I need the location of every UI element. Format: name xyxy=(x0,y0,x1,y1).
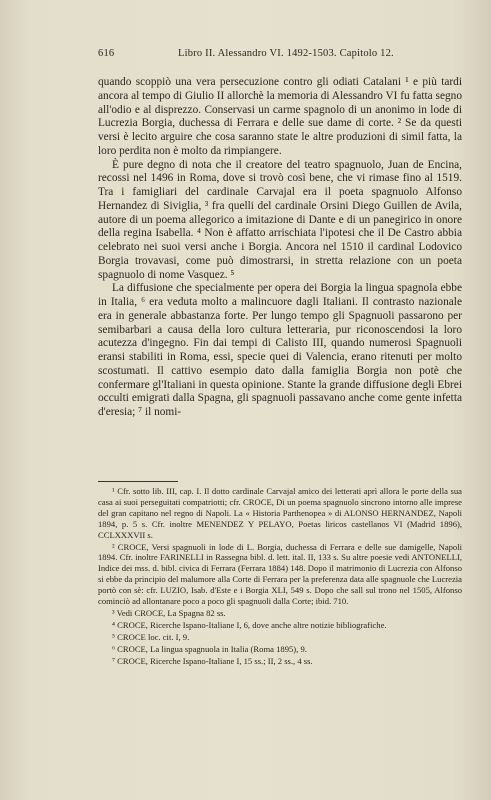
footnote: ¹ Cfr. sotto lib. III, cap. I. Il dotto cardinale Carvajal amico dei letterati aprì allora le porte della sua casa ai suoi perseguitati compatriotti; cfr. CROCE, Di un poema spagnuolo sincrono intorno alle imprese del gran capitano nel regno di Napoli. La « Historia Parthenopea » di ALONSO HERNANDEZ, Napoli 1894, p. 5 s. Cfr. inoltre MENENDEZ Y PELAYO, Poetas liricos castellanos VI (Madrid 1896), CCLXXXVII s. xyxy=(98,486,462,540)
footnote: ⁴ CROCE, Ricerche Ispano-Italiane I, 6, dove anche altre notizie bibliografiche. xyxy=(112,619,387,630)
footnote: ⁷ CROCE, Ricerche Ispano-Italiane I, 15 ss.; II, 2 ss., 4 ss. xyxy=(112,655,313,666)
footnote: ⁵ CROCE loc. cit. I, 9. xyxy=(112,631,190,642)
page-number: 616 xyxy=(98,48,115,59)
footnote: ³ Vedi CROCE, La Spagna 82 ss. xyxy=(112,607,226,618)
paragraph: È pure degno di nota che il creatore del teatro spagnuolo, Juan de Encina, recossi nel 1496 in Roma, dove si trovò così bene, che vi rimase fino al 1519. Tra i famigliari del cardinale Carvajal era il poeta spagnuolo Alfonso Hernandez di Siviglia, ³ fra quelli del cardinale Orsini Diego Guillen de Avila, autore di un poema allegorico a imitazione di Dante e di un panegirico in onore della regina Isabella. ⁴ Non è affatto arrischiata l'ipotesi che il De Castro abbia celebrato nei suoi versi anche i Borgia. Ancora nel 1510 il cardinal Lodovico Borgia trovavasi, come può dimostrarsi, in stretta relazione con un poeta spagnuolo di nome Vasquez. ⁵ xyxy=(98,158,462,281)
footnotes xyxy=(98,486,462,668)
footnote: ⁶ CROCE, La lingua spagnuola in Italia (Roma 1895), 9. xyxy=(112,643,307,654)
running-title: Libro II. Alessandro VI. 1492-1503. Capitolo 12. xyxy=(178,48,394,59)
main-text xyxy=(98,76,462,420)
footnote: ² CROCE, Versi spagnuoli in lode di L. Borgia, duchessa di Ferrara e delle sue damigelle, Napoli 1894. Cfr. inoltre FARINELLI in Rassegna bibl. d. lett. ital. II, 133 s. Su altre poesie vedi ANTONELLI, Indice dei mss. d. bibl. civica di Ferrara (Ferrara 1884) 148. Dopo il matrimonio di Lucrezia con Alfonso si ebbe da principio del malumore alla Corte di Ferrara per la preferenza data alle spagnuole che Lucrezia portò con sè: cfr. LUZIO, Isab. d'Este e i Borgia XLI, 549 s. Dopo che sall sul trono nel 1505, Alfonso cominciò ad allontanare poco a poco gli spagnuoli dalla Corte; ibid. 710. xyxy=(98,541,462,607)
paragraph: quando scoppiò una vera persecuzione contro gli odiati Catalani ¹ e più tardi ancora al tempo di Giulio II allorchè la memoria di Alessandro VI fu fatta segno all'odio e al disprezzo. Conservasi un carme spagnolo di un anonimo in lode di Lucrezia Borgia, duchessa di Ferrara e delle sue dame di corte. ² Se da questi versi è lecito arguire che cosa saranno state le altre produzioni di simil fatta, la loro perdita non è molto da rimpiangere. xyxy=(98,76,462,157)
paragraph: La diffusione che specialmente per opera dei Borgia la lingua spagnola ebbe in Italia, ⁶ era veduta molto a malincuore dagli Italiani. Il contrasto nazionale era in generale abbastanza forte. Per lungo tempo gli Spagnuoli passarono per semibarbari a causa della loro cultura letteraria, pur riconoscendosi la loro acutezza d'ingegno. Fin dai tempi di Calisto III, quando numerosi Spagnuoli eransi stabiliti in Roma, essi, specie quei di Valencia, erano ritenuti per molto scostumati. Il cattivo esempio dato dalla famiglia Borgia non potè che confermare gl'Italiani in questa opinione. Stante la grande diffusione degli Ebrei occulti emigrati dalla Spagna, gli spagnuoli passavano anche come gente infetta d'eresia; ⁷ il nomi- xyxy=(98,282,462,418)
footnote-divider xyxy=(98,481,178,482)
